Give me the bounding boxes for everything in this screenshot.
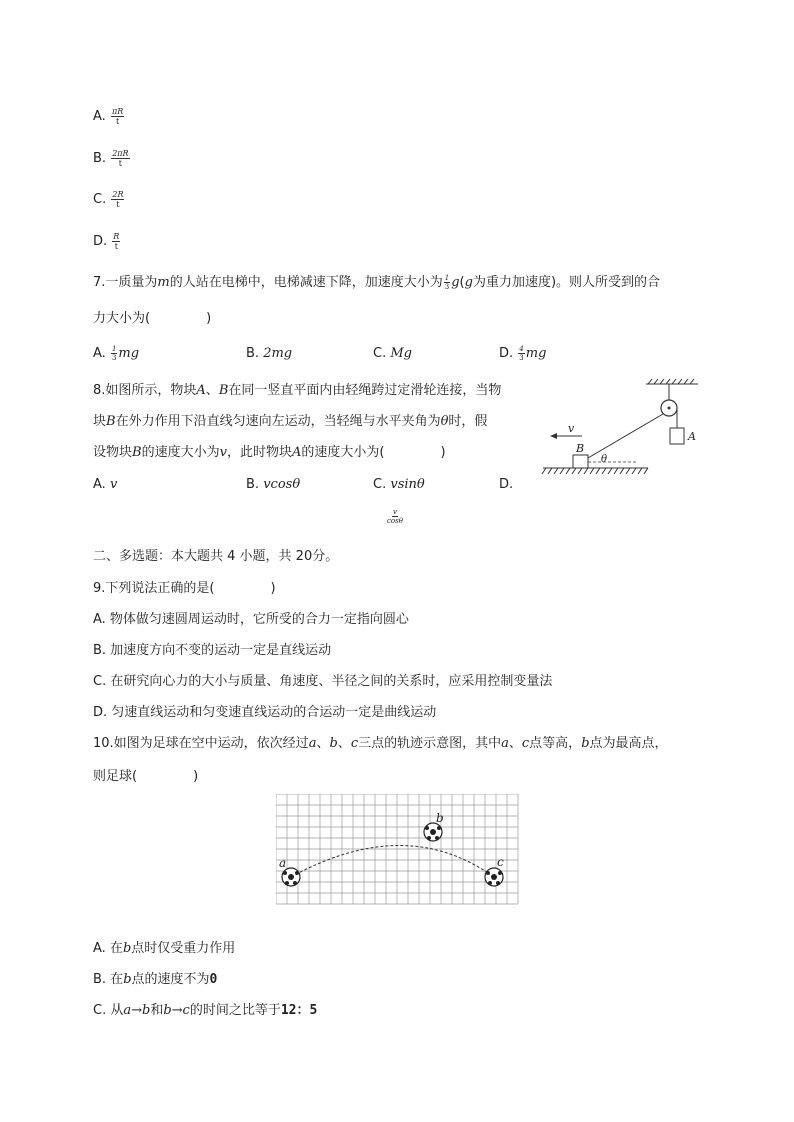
label-b: b bbox=[436, 811, 444, 825]
q6-option-b[interactable]: B. $\frac{2\pi R}{t}$ bbox=[93, 149, 129, 168]
q8-stem-line1: 8.如图所示，物块A、B在同一竖直平面内由轻绳跨过定滑轮连接，当物 bbox=[93, 383, 502, 398]
velocity-arrow bbox=[550, 433, 582, 439]
q10-stem-line2: 则足球( ) bbox=[93, 769, 199, 784]
trajectory-figure bbox=[276, 794, 520, 906]
football-b bbox=[424, 823, 442, 841]
rope-to-b bbox=[588, 414, 663, 458]
label-theta: θ bbox=[601, 454, 608, 465]
q8-stem-line2: 块B在外力作用下沿直线匀速向左运动，当轻绳与水平夹角为θ时，假 bbox=[93, 414, 488, 429]
q8-option-a[interactable]: A. v bbox=[93, 477, 118, 492]
q8-option-b[interactable]: B. vcosθ bbox=[246, 477, 301, 492]
q9-option-b[interactable]: B. 加速度方向不变的运动一定是直线运动 bbox=[93, 643, 332, 658]
q6-option-a[interactable]: A. $\frac{\pi R}{t}$ bbox=[93, 107, 124, 126]
block-b bbox=[573, 455, 588, 468]
fraction: $\frac{R}{t}$ bbox=[113, 232, 120, 251]
q7-option-c[interactable]: C. Mg bbox=[373, 346, 412, 361]
q10-option-c[interactable]: C. 从a→b和b→c的时间之比等于12：5 bbox=[93, 1003, 318, 1018]
football-a bbox=[282, 868, 300, 886]
q8-option-c[interactable]: C. vsinθ bbox=[373, 477, 425, 492]
q10-stem: 10.如图为足球在空中运动，依次经过a、b、c三点的轨迹示意图，其中a、c点等高，b点为最高点， bbox=[93, 736, 668, 751]
fraction: $\frac{2R}{t}$ bbox=[112, 190, 124, 209]
fraction: $\frac{4}{3}$ bbox=[519, 345, 524, 362]
football-c bbox=[485, 868, 503, 886]
q7-option-a[interactable]: A. $\frac{1}{3}$ mg bbox=[93, 345, 140, 362]
q10-option-a[interactable]: A. 在b点时仅受重力作用 bbox=[93, 941, 236, 956]
fraction: $\frac{v}{\cos\theta}$ bbox=[387, 508, 403, 525]
q9-option-d[interactable]: D. 匀速直线运动和匀变速直线运动的合运动一定是曲线运动 bbox=[93, 705, 437, 720]
q6-option-d[interactable]: D. $\frac{R}{t}$ bbox=[93, 232, 120, 251]
label-c: c bbox=[497, 855, 504, 869]
fraction: $\frac{\pi R}{t}$ bbox=[111, 107, 124, 126]
pulley-figure bbox=[538, 378, 708, 480]
q7-stem: 7.一质量为m的人站在电梯中，电梯减速下降，加速度大小为 $\frac{1}{3}$ g(g为重力加速度)。则人所受到的合 bbox=[93, 274, 661, 291]
grid bbox=[276, 794, 518, 904]
q8-option-d-value bbox=[386, 508, 404, 526]
q10-option-b[interactable]: B. 在b点的速度不为0 bbox=[93, 972, 218, 987]
trajectory-curve bbox=[291, 846, 494, 878]
fraction: $\frac{2\pi R}{t}$ bbox=[112, 149, 129, 168]
section-heading: 二、多选题：本大题共 4 小题，共 20分。 bbox=[93, 549, 339, 564]
q9-stem: 9.下列说法正确的是( ) bbox=[93, 581, 276, 596]
q6-option-c[interactable]: C. $\frac{2R}{t}$ bbox=[93, 190, 124, 209]
q7-option-b[interactable]: B. 2mg bbox=[246, 346, 293, 361]
label-a: a bbox=[279, 856, 287, 870]
label-a: A bbox=[688, 430, 696, 443]
q9-option-a[interactable]: A. 物体做匀速圆周运动时，它所受的合力一定指向圆心 bbox=[93, 612, 409, 627]
q7-stem-line2: 力大小为( ) bbox=[93, 311, 212, 326]
fraction: $\frac{1}{3}$ bbox=[444, 274, 450, 291]
q9-option-c[interactable]: C. 在研究向心力的大小与质量、角速度、半径之间的关系时，应采用控制变量法 bbox=[93, 674, 553, 689]
q7-option-d[interactable]: D. $\frac{4}{3}$ mg bbox=[499, 345, 547, 362]
ceiling bbox=[646, 379, 698, 384]
q8-option-d[interactable]: D. bbox=[499, 477, 514, 492]
ground bbox=[542, 468, 648, 474]
label-v: v bbox=[568, 422, 575, 435]
block-a bbox=[670, 428, 684, 444]
fraction: $\frac{1}{3}$ bbox=[111, 345, 117, 362]
label-b: B bbox=[576, 442, 585, 455]
q8-stem-line3: 设物块B的速度大小为v，此时物块A的速度大小为( ) bbox=[93, 445, 446, 460]
